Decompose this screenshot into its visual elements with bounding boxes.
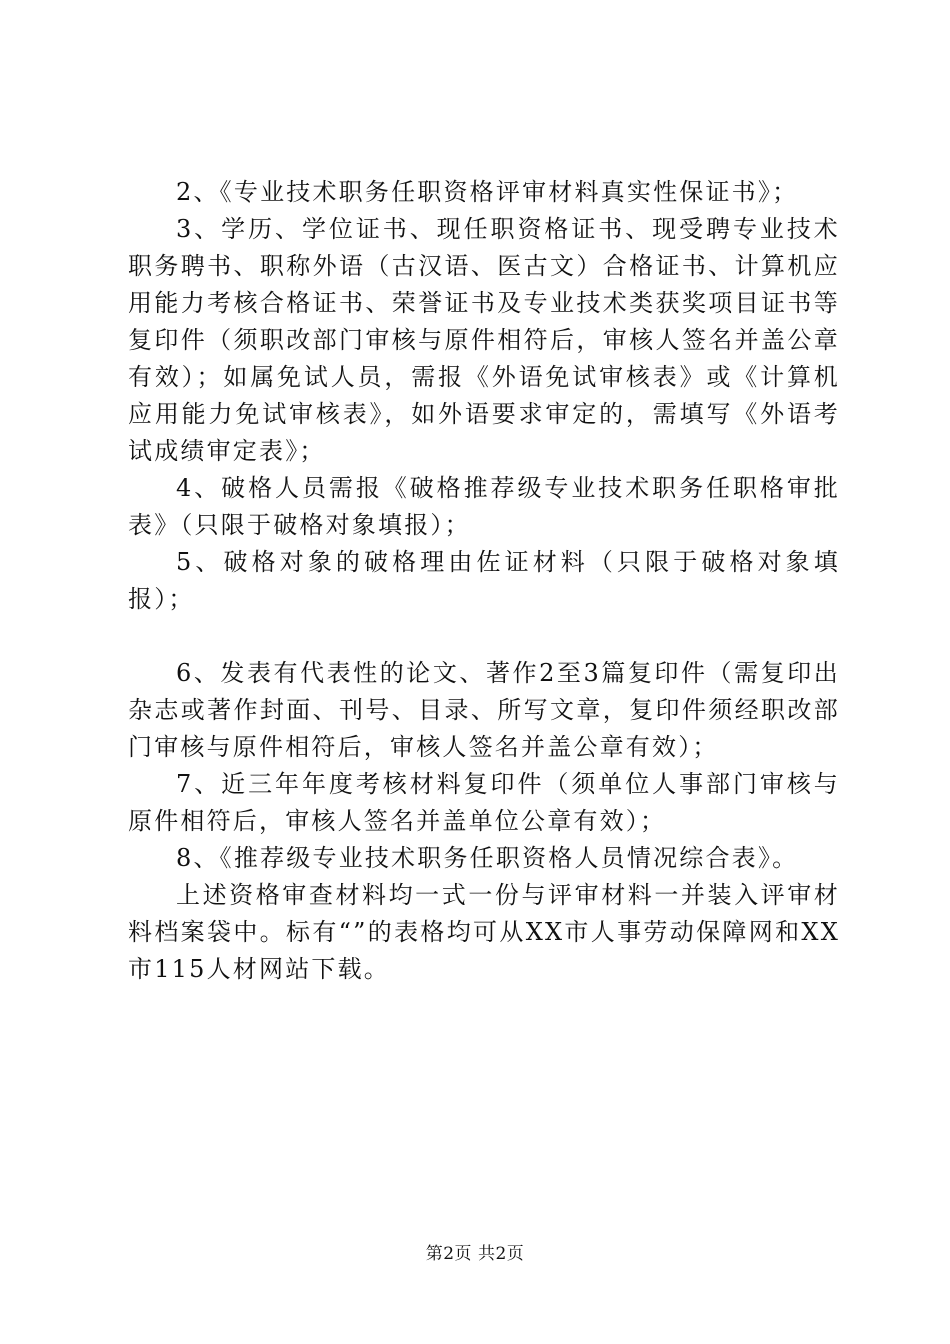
paragraph-item-8: 8、《推荐级专业技术职务任职资格人员情况综合表》。 (176, 844, 799, 872)
paragraph-item-7: 7、近三年年度考核材料复印件（须单位人事部门审核与原件相符后，审核人签名并盖单位公章有效）； (128, 770, 840, 835)
paragraph-item-2: 2、《专业技术职务任职资格评审材料真实性保证书》； (176, 178, 799, 206)
document-body (128, 174, 840, 988)
paragraph-item-4: 4、破格人员需报《破格推荐级专业技术职务任职格审批表》（只限于破格对象填报）； (128, 474, 840, 539)
page-footer: 第2页 共2页 (425, 1244, 525, 1264)
paragraph-item-5: 5、破格对象的破格理由佐证材料（只限于破格对象填报）； (128, 548, 840, 613)
paragraph-item-3: 3、学历、学位证书、现任职资格证书、现受聘专业技术职务聘书、职称外语（古汉语、医古文）合格证书、计算机应用能力考核合格证书、荣誉证书及专业技术类获奖项目证书等复印件（须职改部门审核与原件相符后，审核人签名并盖公章有效）；如属免试人员，需报《外语免试审核表》或《计算机应用能力免试审核表》，如外语要求审定的，需填写《外语考试成绩审定表》； (128, 215, 840, 465)
paragraph-summary: 上述资格审查材料均一式一份与评审材料一并装入评审材料档案袋中。标有“”的表格均可从XX市人事劳动保障网和XX市115人材网站下载。 (128, 881, 840, 983)
paragraph-item-6: 6、发表有代表性的论文、著作2至3篇复印件（需复印出杂志或著作封面、刊号、目录、所写文章，复印件须经职改部门审核与原件相符后，审核人签名并盖公章有效）； (128, 659, 840, 761)
